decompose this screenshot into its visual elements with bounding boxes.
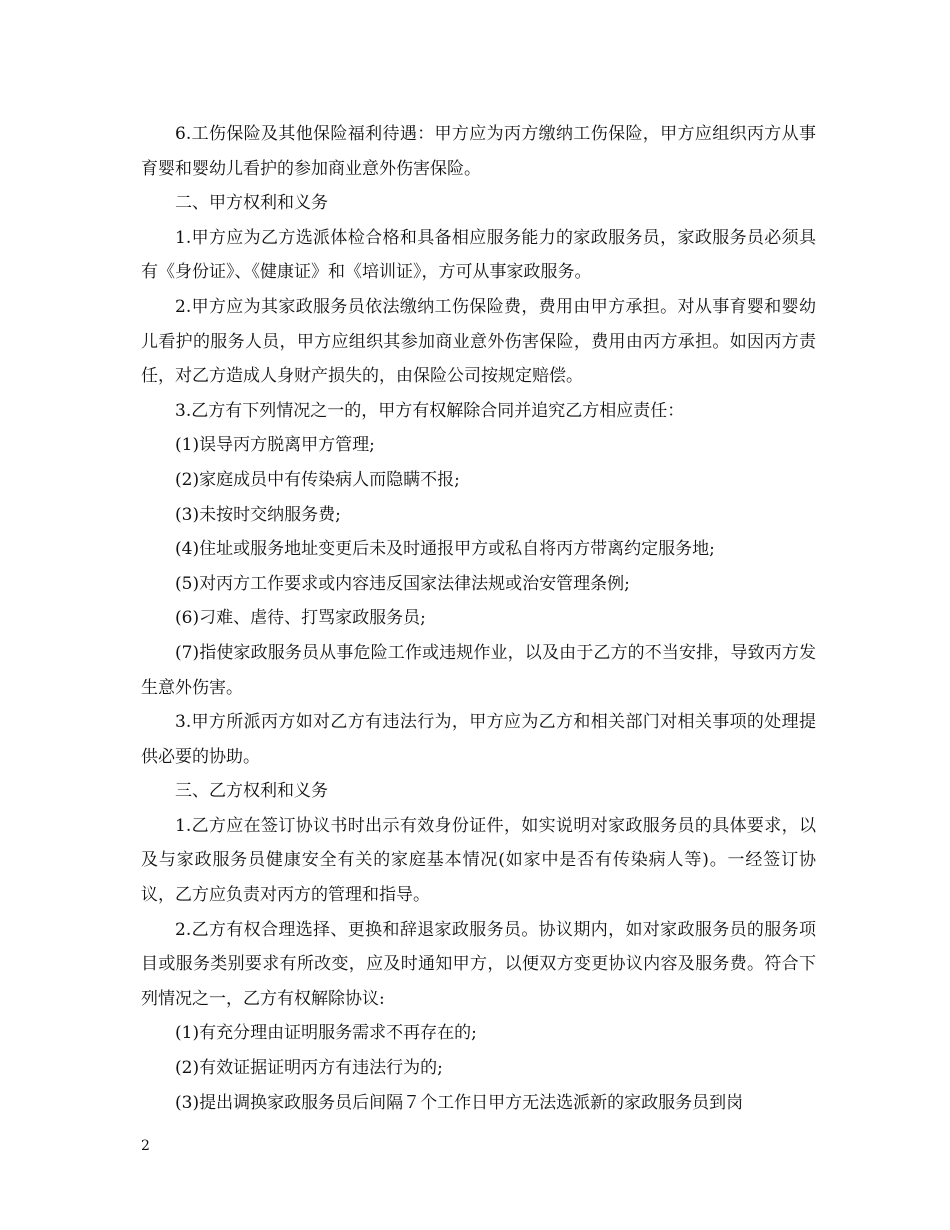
document-body xyxy=(141,117,816,1120)
paragraph: 6.工伤保险及其他保险福利待遇：甲方应为丙方缴纳工伤保险，甲方应组织丙方从事育婴和婴幼儿看护的参加商业意外伤害保险。 xyxy=(141,124,816,179)
paragraph: 2.甲方应为其家政服务员依法缴纳工伤保险费，费用由甲方承担。对从事育婴和婴幼儿看护的服务人员，甲方应组织其参加商业意外伤害保险，费用由丙方承担。如因丙方责任，对乙方造成人身财产损失的，由保险公司按规定赔偿。 xyxy=(141,296,816,387)
list-item: (7)指使家政服务员从事危险工作或违规作业，以及由于乙方的不当安排，导致丙方发生意外伤害。 xyxy=(141,642,816,698)
paragraph: 1.甲方应为乙方选派体检合格和具备相应服务能力的家政服务员，家政服务员必须具有《身份证》、《健康证》和《培训证》，方可从事家政服务。 xyxy=(141,227,816,283)
paragraph: 1.乙方应在签订协议书时出示有效身份证件，如实说明对家政服务员的具体要求，以及与家政服务员健康安全有关的家庭基本情况(如家中是否有传染病人等)。一经签订协议，乙方应负责对丙方的管理和指导。 xyxy=(141,815,816,906)
list-item: (6)刁难、虐待、打骂家政服务员; xyxy=(175,608,426,629)
paragraph: 3.甲方所派丙方如对乙方有违法行为，甲方应为乙方和相关部门对相关事项的处理提供必要的协助。 xyxy=(141,712,816,767)
list-item: (5)对丙方工作要求或内容违反国家法律法规或治安管理条例; xyxy=(175,573,630,594)
page-number: 2 xyxy=(141,1138,150,1154)
list-item: (2)有效证据证明丙方有违法行为的; xyxy=(175,1058,443,1079)
list-item: (3)提出调换家政服务员后间隔７个工作日甲方无法选派新的家政服务员到岗 xyxy=(175,1092,744,1113)
section-heading: 二、甲方权利和义务 xyxy=(175,193,328,214)
list-item: (1)误导丙方脱离甲方管理; xyxy=(175,435,375,456)
paragraph: 3.乙方有下列情况之一的，甲方有权解除合同并追究乙方相应责任： xyxy=(175,400,685,421)
list-item: (3)未按时交纳服务费; xyxy=(175,504,341,525)
paragraph: 2.乙方有权合理选择、更换和辞退家政服务员。协议期内，如对家政服务员的服务项目或服务类别要求有所改变，应及时通知甲方，以便双方变更协议内容及服务费。符合下列情况之一，乙方有权解除协议: xyxy=(141,919,816,1009)
list-item: (1)有充分理由证明服务需求不再存在的; xyxy=(175,1023,477,1044)
list-item: (4)住址或服务地址变更后未及时通报甲方或私自将丙方带离约定服务地; xyxy=(175,539,715,560)
list-item: (2)家庭成员中有传染病人而隐瞒不报; xyxy=(175,469,460,490)
section-heading: 三、乙方权利和义务 xyxy=(175,781,328,802)
